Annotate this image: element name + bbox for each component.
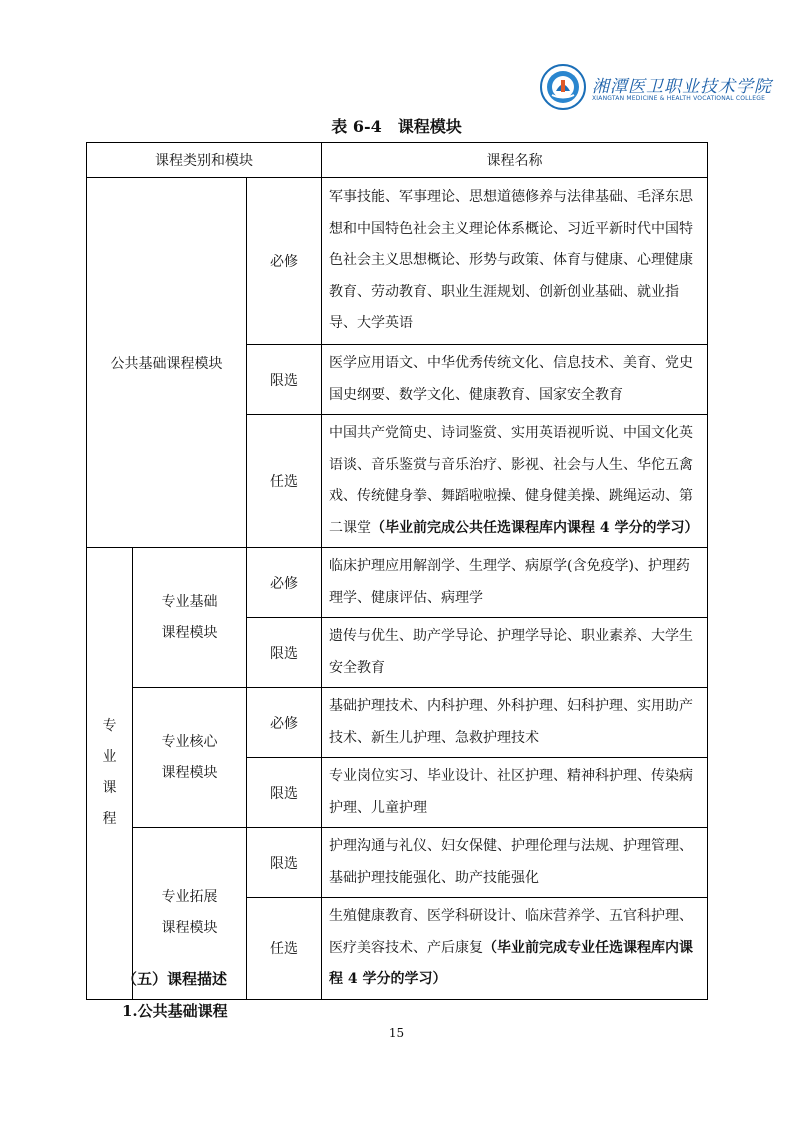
subsection-heading-public-courses: 1.公共基础课程: [122, 1002, 228, 1020]
module-line: 课程模块: [161, 920, 218, 937]
page-number: 15: [388, 1026, 405, 1040]
core-module-label: [133, 688, 247, 828]
type-limited: 限选: [247, 758, 322, 828]
type-required: 必修: [247, 688, 322, 758]
public-required-courses: 军事技能、军事理论、思想道德修养与法律基础、毛泽东思想和中国特色社会主义理论体系概论、习近平新时代中国特色社会主义思想概论、形势与政策、体育与健康、心理健康教育、劳动教育、职业生涯规划、创新创业基础、就业指导、大学英语: [322, 178, 708, 345]
table-header-row: [87, 143, 708, 178]
public-elective-list: 中国共产党简史、诗词鉴赏、实用英语视听说、中国文化英语谈、音乐鉴赏与音乐治疗、影视、社会与人生、华佗五禽戏、传统健身拳、舞蹈啦啦操、健身健美操、跳绳运动、第二课堂: [329, 425, 693, 536]
ext-elective-note: （毕业前完成专业任选课程库内课程 4 学分的学习）: [329, 939, 693, 987]
basic-required-courses: 临床护理应用解剖学、生理学、病原学(含免疫学)、护理药理学、健康评估、病理学: [322, 548, 708, 618]
logo-english-name: XIANGTAN MEDICINE & HEALTH VOCATIONAL COLLEGE: [592, 95, 766, 102]
prof-char: 专: [102, 718, 117, 735]
public-elective-courses: [322, 415, 708, 548]
module-line: 专业核心: [161, 733, 218, 750]
ext-elective-list: 生殖健康教育、医学科研设计、临床营养学、五官科护理、医疗美容技术、产后康复: [329, 908, 693, 956]
public-module-label: 公共基础课程模块: [87, 178, 247, 548]
header-course-name: 课程名称: [322, 143, 708, 178]
header-category: 课程类别和模块: [87, 143, 322, 178]
core-limited-courses: 专业岗位实习、毕业设计、社区护理、精神科护理、传染病护理、儿童护理: [322, 758, 708, 828]
basic-module-label: [133, 548, 247, 688]
basic-limited-courses: 遗传与优生、助产学导论、护理学导论、职业素养、大学生安全教育: [322, 618, 708, 688]
type-elective: 任选: [247, 898, 322, 1000]
type-elective: 任选: [247, 415, 322, 548]
table-row: [87, 178, 708, 345]
college-emblem-icon: [540, 64, 586, 110]
core-required-courses: 基础护理技术、内科护理、外科护理、妇科护理、实用助产技术、新生儿护理、急救护理技术: [322, 688, 708, 758]
course-module-table: [86, 142, 708, 1000]
table-row: [87, 688, 708, 758]
prof-char: 业: [102, 749, 117, 766]
module-line: 专业基础: [161, 593, 218, 610]
type-limited: 限选: [247, 345, 322, 415]
module-line: 课程模块: [161, 764, 218, 781]
table-title: 表 6-4 课程模块: [331, 117, 462, 136]
type-required: 必修: [247, 178, 322, 345]
professional-course-label: [87, 548, 133, 1000]
type-limited: 限选: [247, 618, 322, 688]
public-limited-courses: 医学应用语文、中华优秀传统文化、信息技术、美育、党史国史纲要、数学文化、健康教育、国家安全教育: [322, 345, 708, 415]
prof-char: 课: [102, 780, 117, 797]
public-elective-note: （毕业前完成公共任选课程库内课程 4 学分的学习）: [371, 519, 699, 536]
type-limited: 限选: [247, 828, 322, 898]
module-line: 课程模块: [161, 624, 218, 641]
ext-elective-courses: [322, 898, 708, 1000]
type-required: 必修: [247, 548, 322, 618]
table-row: [87, 828, 708, 898]
module-line: 专业拓展: [161, 889, 218, 906]
prof-char: 程: [102, 811, 117, 828]
logo-chinese-name: 湘潭医卫职业技术学院: [592, 77, 772, 97]
table-row: [87, 548, 708, 618]
ext-limited-courses: 护理沟通与礼仪、妇女保健、护理伦理与法规、护理管理、基础护理技能强化、助产技能强化: [322, 828, 708, 898]
section-heading-course-description: （五）课程描述: [122, 970, 228, 988]
college-logo: [540, 64, 772, 110]
